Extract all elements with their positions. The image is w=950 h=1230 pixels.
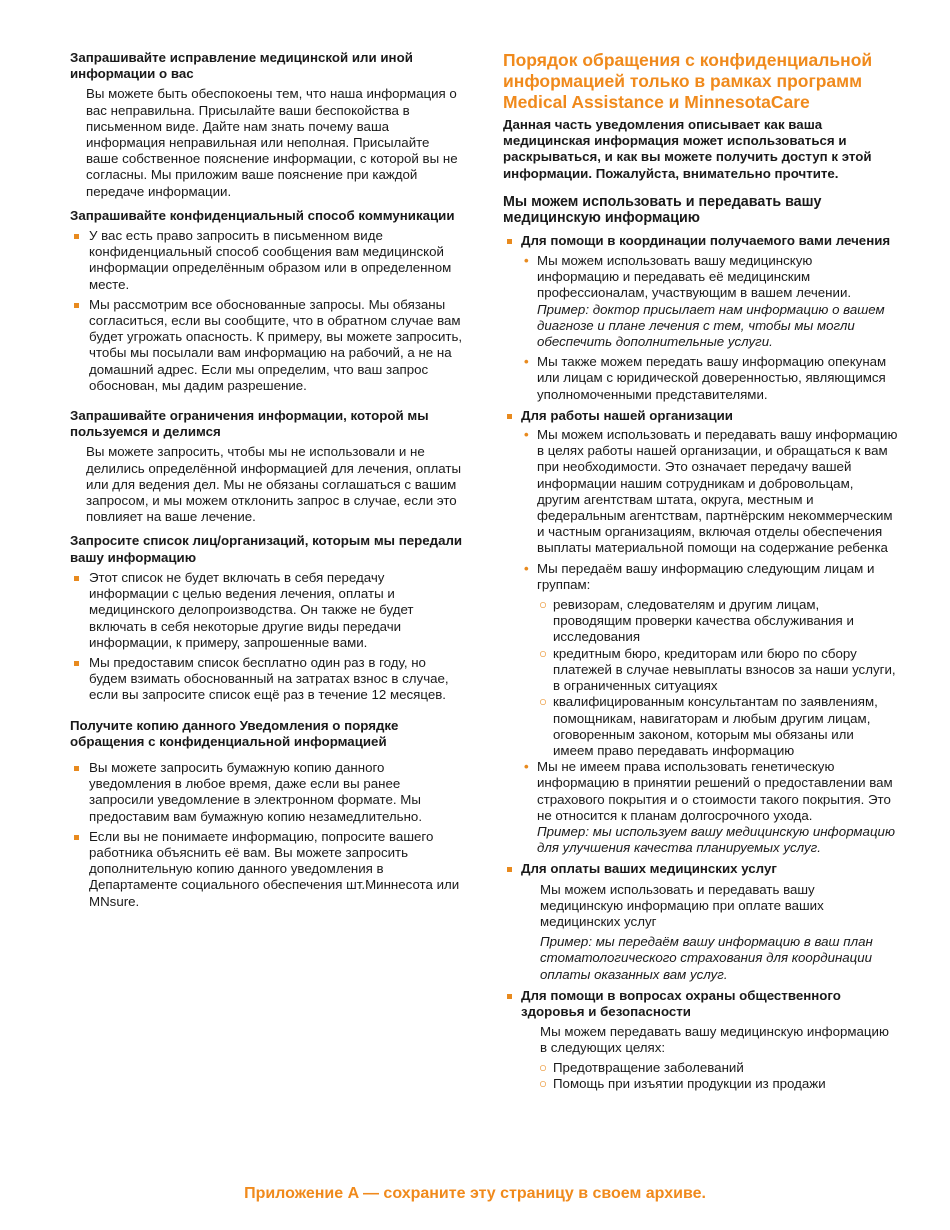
right-column <box>503 50 898 1092</box>
list-item: Этот список не будет включать в себя передачу информации с целью ведения лечения, оплаты и медицинского делопроизводства. Он также не будет включать в себя некоторые другие виды передачи информации, к примеру, запрошенные вами. <box>70 570 465 651</box>
section-heading-restrictions: Запрашивайте ограничения информации, которой мы пользуемся и делимся <box>70 408 429 440</box>
list-item: • Мы можем использовать вашу медицинскую информацию и передавать её медицинским профессионалам, участвующим в вашем лечении. Пример: доктор присылает нам информацию о вашем диагнозе и плане лечения с тем, чтобы мы могли обеспечить дополнительные услуги. <box>503 253 898 350</box>
square-bullet-icon <box>507 414 512 419</box>
square-bullet-icon <box>507 867 512 872</box>
circle-bullet-icon: ○ <box>539 1059 548 1075</box>
subsection-heading-operations: Для работы нашей организации <box>503 408 898 424</box>
list-item: У вас есть право запросить в письменном виде конфиденциальный способ сообщения вам медицинской информации определённым образом или в определенном месте. <box>70 228 465 293</box>
public-health-body: Мы можем передавать вашу медицинскую информацию в следующих целях: <box>540 1024 889 1056</box>
sublist-recipients <box>503 597 898 759</box>
list-notice-copy <box>70 760 465 910</box>
circle-bullet-icon: ○ <box>539 597 548 613</box>
circle-bullet-icon: ○ <box>539 1075 548 1091</box>
list-item: ○ Предотвращение заболеваний <box>539 1059 744 1075</box>
square-bullet-icon <box>74 835 79 840</box>
square-bullet-icon <box>74 303 79 308</box>
sublist-public-health <box>503 1060 898 1092</box>
subsection-payment <box>503 861 898 982</box>
round-bullet-icon: • <box>524 354 529 370</box>
section-heading-notice-copy: Получите копию данного Уведомления о порядке обращения с конфиденциальной информацией <box>70 717 399 749</box>
list-item: ○ ревизорам, следователям и другим лицам, проводящим проверки качества обслуживания и исследования <box>539 597 854 645</box>
section-heading-disclosure-list: Запросите список лиц/организаций, которым мы передали вашу информацию <box>70 533 463 565</box>
subsection-heading-payment: Для оплаты ваших медицинских услуг <box>503 861 898 877</box>
example-text: Пример: мы используем вашу медицинскую информацию для улучшения качества планируемых услуг. <box>537 823 895 856</box>
subsection-public-health <box>503 988 898 1092</box>
subsection-care <box>503 233 898 403</box>
square-bullet-icon <box>74 576 79 581</box>
list-disclosure <box>70 570 465 704</box>
page-title: Порядок обращения с конфиденциальной информацией только в рамках программ Medical Assistance и MinnesotaCare <box>503 50 873 112</box>
subsection-heading-care: Для помощи в координации получаемого вами лечения <box>503 233 898 249</box>
section-heading-confidential-communication: Запрашивайте конфиденциальный способ коммуникации <box>70 207 455 223</box>
payment-body: Мы можем использовать и передавать вашу медицинскую информацию при оплате ваших медицинских услуг <box>540 881 824 929</box>
square-bullet-icon <box>74 234 79 239</box>
section-heading-correction: Запрашивайте исправление медицинской или иной информации о вас <box>70 50 413 82</box>
round-bullet-icon: • <box>524 560 529 576</box>
list-item: ○ квалифицированным консультантам по заявлениям, помощникам, навигаторам и любым другим лицам, оговоренным законом, которым мы обязаны или имеем право передавать информацию <box>539 694 878 758</box>
square-bullet-icon <box>74 661 79 666</box>
subsection-heading-public-health: Для помощи в вопросах охраны общественного здоровья и безопасности <box>503 988 898 1020</box>
footer-note: Приложение A — сохраните эту страницу в своем архиве. <box>244 1185 706 1202</box>
square-bullet-icon <box>507 994 512 999</box>
square-bullet-icon <box>507 239 512 244</box>
left-column <box>70 50 465 910</box>
section-body-restrictions: Вы можете запросить, чтобы мы не использовали и не делились определённой информацией для лечения, оплаты или для ведения дел. Мы не обязаны соглашаться с вашим запросом, и мы можем отклонить запрос в случае, если это повлияет на ваше лечение. <box>86 444 462 525</box>
list-item: • Мы также можем передать вашу информацию опекунам или лицам с юридической доверенностью, являющимся уполномоченными представителями. <box>524 354 887 402</box>
circle-bullet-icon: ○ <box>539 694 548 710</box>
intro-text: Данная часть уведомления описывает как ваша медицинская информация может использоваться и раскрываться, и как вы можете получить доступ к этой информации. Пожалуйста, внимательно прочтите. <box>503 117 872 181</box>
list-item: Если вы не понимаете информацию, попросите вашего работника объяснить её вам. Вы можете запросить дополнительную копию данного уведомления в Департаменте социального обеспечения шт.Миннесота или MNsure. <box>70 829 465 910</box>
example-text: Пример: доктор присылает нам информацию о вашем диагнозе и плане лечения с тем, чтобы мы могли обеспечить дополнительные услуги. <box>537 301 885 350</box>
list-item: • Мы передаём вашу информацию следующим лицам и группам: <box>524 560 875 592</box>
square-bullet-icon <box>74 766 79 771</box>
round-bullet-icon: • <box>524 759 529 775</box>
list-item: Мы рассмотрим все обоснованные запросы. Мы обязаны согласиться, если вы сообщите, что в обратном случае вам будет угрожать опасность. К примеру, вы можете запросить, чтобы мы посылали вам информацию на рабочий, а не на домашний адрес. Если мы определим, что ваш запрос обоснован, мы дадим разрешение. <box>70 297 465 394</box>
list-item: • Мы не имеем права использовать генетическую информацию в принятии решений о предоставлении вам страхового покрытия и о стоимости такого покрытия. Это не относится к планам долгосрочного ухода. Пример: мы используем вашу медицинскую информацию для улучшения качества планируемых услуг. <box>503 759 898 856</box>
round-bullet-icon: • <box>524 427 529 443</box>
list-item: Вы можете запросить бумажную копию данного уведомления в любое время, даже если вы ранее запросили уведомление в электронном формате. Мы предоставим вам бумажную копию незамедлительно. <box>70 760 465 825</box>
list-item: Мы предоставим список бесплатно один раз в году, но будем взимать обоснованный на затратах взнос в случае, если вы запросите список ещё раз в течение 12 месяцев. <box>70 655 465 704</box>
list-confidential-communication <box>70 228 465 394</box>
section-heading-use-share: Мы можем использовать и передавать вашу медицинскую информацию <box>503 193 822 227</box>
list-item: • Мы можем использовать и передавать вашу информацию в целях работы нашей организации, и обращаться к вам при необходимости. Это означает передачу вашей информации нашим сотрудникам и добровольцам, другим агентствам штата, округа, местным и федеральным агентствам, партнёрским некоммерческим и частным организациям, включая отделы обеспечения выплаты материальной помощи на содержание ребенка <box>524 427 898 556</box>
subsection-operations <box>503 408 898 856</box>
circle-bullet-icon: ○ <box>539 645 548 661</box>
section-body-correction: Вы можете быть обеспокоены тем, что наша информация о вас неправильна. Присылайте ваши беспокойства в письменном виде. Дайте нам знать почему ваша информация неправильная или неполная. Присылайте ваше собственное пояснение информации, с которой вы не согласны. Мы приложим ваше пояснение при каждой передаче информации. <box>86 86 458 199</box>
list-item: ○ кредитным бюро, кредиторам или бюро по сбору платежей в случае невыплаты взносов за наши услуги, в ограниченных ситуациях <box>539 645 896 694</box>
round-bullet-icon: • <box>524 253 529 269</box>
example-text: Пример: мы передаём вашу информацию в ваш план стоматологического страхования для координации оплаты оказанных вам услуг. <box>540 934 873 982</box>
list-item: ○ Помощь при изъятии продукции из продажи <box>539 1075 826 1091</box>
